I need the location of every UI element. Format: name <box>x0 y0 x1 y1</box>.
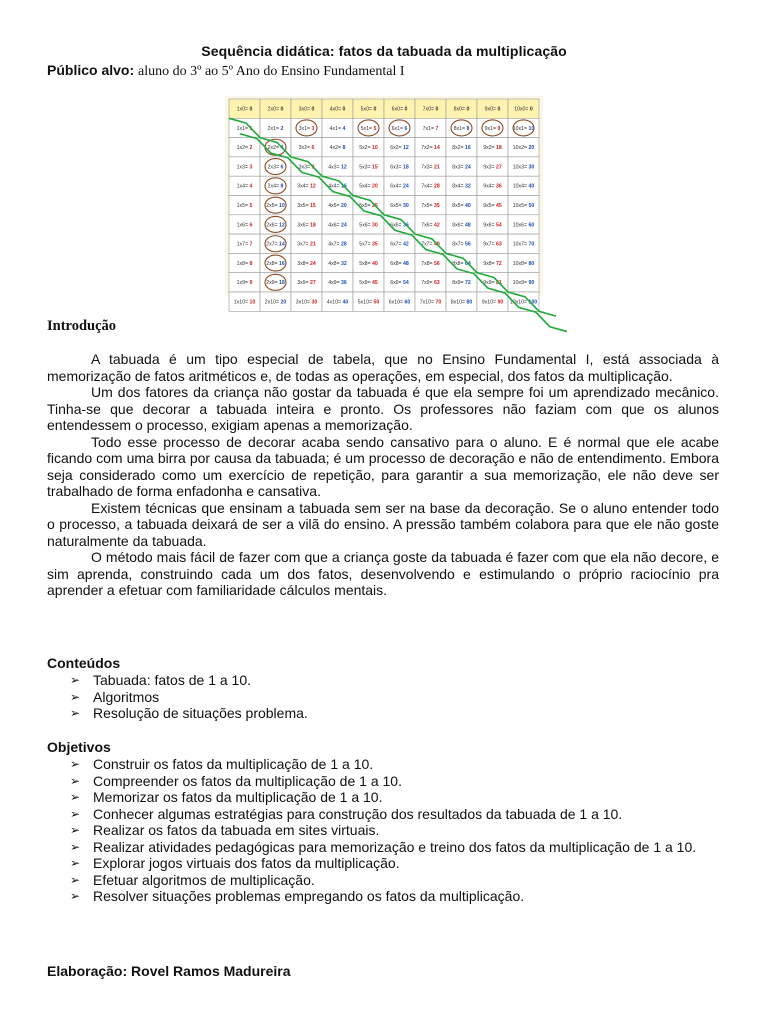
table-cell-fact: 2x3= 6 <box>267 164 284 171</box>
table-cell-fact: 7x4= 28 <box>421 183 440 190</box>
table-cell-fact: 9x7= 63 <box>483 241 502 248</box>
list-item <box>70 773 715 790</box>
arrow-bullet-icon: ➢ <box>70 856 81 870</box>
table-cell-fact: 8x7= 56 <box>452 241 471 248</box>
introduction-body <box>47 351 719 599</box>
table-cell-fact: 4x1= 4 <box>329 125 346 132</box>
table-cell-fact: 6x5= 30 <box>390 202 409 209</box>
table-cell-fact: 2x2= 4 <box>267 145 284 152</box>
list-item <box>70 888 715 905</box>
objectives-heading: Objetivos <box>47 739 111 755</box>
times-table-grid <box>225 96 543 306</box>
introduction-heading: Introdução <box>47 318 117 334</box>
table-cell-fact: 5x9= 45 <box>359 280 378 287</box>
table-cell-fact: 10x1= 10 <box>512 125 535 132</box>
table-cell-fact: 10x8= 80 <box>512 260 535 267</box>
list-item <box>70 689 308 706</box>
table-cell-fact: 3x0= 0 <box>298 106 315 113</box>
table-cell-fact: 2x4= 8 <box>267 183 284 190</box>
intro-paragraph: Todo esse processo de decorar acaba sendo cansativo para o aluno. E é normal que ele acabe ficando com uma birra por causa da tabuada; é um processo de decoração e não de entendimento. Embora seja considerado como um exercício de repetição, para garantir a sua memorização, ele não deve ser trabalhado de forma enfadonha e cansativa. <box>47 433 719 499</box>
table-cell-fact: 9x10= 90 <box>481 299 504 306</box>
table-cell-fact: 8x9= 72 <box>452 280 471 287</box>
table-cell-fact: 9x4= 36 <box>483 183 502 190</box>
table-cell-fact: 6x9= 54 <box>390 280 409 287</box>
table-cell-fact: 2x0= 0 <box>267 106 284 113</box>
list-item-text: Conhecer algumas estratégias para construção dos resultados da tabuada de 1 a 10. <box>93 805 623 822</box>
author-credit: Elaboração: Rovel Ramos Madureira <box>47 963 291 979</box>
table-cell-fact: 6x3= 18 <box>390 164 409 171</box>
table-cell-fact: 4x7= 28 <box>328 241 347 248</box>
intro-paragraph: O método mais fácil de fazer com que a criança goste da tabuada é fazer com que ela não decore, e sim aprenda, construindo cada um dos fatos, desenvolvendo e estimulando o próprio raciocínio pra aprender a efetuar com familiaridade cálculos mentais. <box>47 549 719 598</box>
intro-paragraph: Existem técnicas que ensinam a tabuada sem ser na base da decoração. Se o aluno entender todo o processo, a tabuada deixará de ser a vilã do ensino. A pressão também colabora para que ele não goste naturalmente da tabuada. <box>47 499 719 549</box>
table-cell-fact: 6x0= 0 <box>391 106 408 113</box>
table-cell-fact: 5x1= 5 <box>360 125 377 132</box>
table-cell-fact: 1x8= 8 <box>236 260 253 267</box>
arrow-bullet-icon: ➢ <box>70 706 81 720</box>
table-cell-fact: 2x10= 20 <box>264 299 287 306</box>
table-cell-fact: 1x1= 1 <box>236 125 253 132</box>
table-cell-fact: 9x9= 81 <box>483 280 502 287</box>
table-cell-fact: 4x9= 36 <box>328 280 347 287</box>
table-cell-fact: 10x7= 70 <box>512 241 535 248</box>
list-item <box>70 789 715 806</box>
table-cell-fact: 3x9= 27 <box>297 280 316 287</box>
table-cell-fact: 8x4= 32 <box>452 183 471 190</box>
table-cell-fact: 10x0= 0 <box>514 106 533 113</box>
table-cell-fact: 4x3= 12 <box>328 164 347 171</box>
table-cell-fact: 5x3= 15 <box>359 164 378 171</box>
table-cell-fact: 9x1= 9 <box>484 125 501 132</box>
table-cell-fact: 6x1= 6 <box>391 125 408 132</box>
arrow-bullet-icon: ➢ <box>70 889 81 903</box>
audience-label: Público alvo: <box>47 62 135 78</box>
list-item <box>70 839 715 856</box>
table-cell-fact: 8x6= 48 <box>452 222 471 229</box>
list-item <box>70 822 715 839</box>
table-cell-fact: 4x8= 32 <box>328 260 347 267</box>
table-cell-fact: 7x0= 0 <box>422 106 439 113</box>
arrow-bullet-icon: ➢ <box>70 689 81 704</box>
table-cell-fact: 1x9= 9 <box>236 280 253 287</box>
table-cell-fact: 3x3= 9 <box>298 164 315 171</box>
table-cell-fact: 3x7= 21 <box>297 241 316 248</box>
table-cell-fact: 10x2= 20 <box>512 145 535 152</box>
table-cell-fact: 7x8= 56 <box>421 260 440 267</box>
table-cell-fact: 1x10= 10 <box>233 299 256 306</box>
table-cell-fact: 9x8= 72 <box>483 260 502 267</box>
list-item-text: Efetuar algoritmos de multiplicação. <box>93 871 315 888</box>
objectives-list <box>70 756 715 905</box>
table-cell-fact: 3x8= 24 <box>297 260 316 267</box>
table-cell-fact: 8x2= 16 <box>452 145 471 152</box>
contents-heading: Conteúdos <box>47 655 121 671</box>
table-cell-fact: 8x8= 64 <box>452 260 471 267</box>
table-cell-fact: 7x9= 63 <box>421 280 440 287</box>
table-cell-fact: 6x4= 24 <box>390 183 409 190</box>
table-cell-fact: 2x5= 10 <box>266 202 285 209</box>
contents-list <box>70 672 308 722</box>
table-cell-fact: 5x5= 25 <box>359 202 378 209</box>
table-cell-fact: 6x10= 60 <box>388 299 411 306</box>
table-cell-fact: 10x6= 60 <box>512 222 535 229</box>
list-item-text: Compreender os fatos da multiplicação de 1 a 10. <box>93 772 402 789</box>
list-item-text: Resolver situações problemas empregando os fatos da multiplicação. <box>93 888 525 904</box>
document-title: Sequência didática: fatos da tabuada da multiplicação <box>201 43 567 59</box>
table-cell-fact: 6x6= 36 <box>390 222 409 229</box>
table-cell-fact: 7x6= 42 <box>421 222 440 229</box>
table-cell-fact: 3x10= 30 <box>295 299 318 306</box>
table-cell-fact: 7x1= 7 <box>422 125 439 132</box>
table-cell-fact: 5x2= 10 <box>359 145 378 152</box>
list-item-text: Construir os fatos da multiplicação de 1 a 10. <box>93 756 374 772</box>
arrow-bullet-icon: ➢ <box>70 823 81 837</box>
table-cell-fact: 5x4= 20 <box>359 183 378 190</box>
table-cell-fact: 7x3= 21 <box>421 164 440 171</box>
list-item <box>70 872 715 889</box>
list-item-text: Explorar jogos virtuais dos fatos da multiplicação. <box>93 855 400 871</box>
table-cell-fact: 2x7= 14 <box>266 241 285 248</box>
table-cell-fact: 7x7= 49 <box>421 241 440 248</box>
table-cell-fact: 9x3= 27 <box>483 164 502 171</box>
table-cell-fact: 5x0= 0 <box>360 106 377 113</box>
table-cell-fact: 2x6= 12 <box>266 222 285 229</box>
table-cell-fact: 4x4= 16 <box>328 183 347 190</box>
table-cell-fact: 4x0= 0 <box>329 106 346 113</box>
table-cell-fact: 9x6= 54 <box>483 222 502 229</box>
table-cell-fact: 3x2= 6 <box>298 145 315 152</box>
list-item <box>70 855 715 872</box>
arrow-bullet-icon: ➢ <box>70 839 81 854</box>
table-cell-fact: 3x1= 3 <box>298 125 315 132</box>
table-cell-fact: 4x10= 40 <box>326 299 349 306</box>
table-cell-fact: 4x6= 24 <box>328 222 347 229</box>
table-cell-fact: 8x10= 80 <box>450 299 473 306</box>
table-cell-fact: 9x5= 45 <box>483 202 502 209</box>
table-cell-fact: 1x4= 4 <box>236 183 253 190</box>
table-cell-fact: 10x10= 100 <box>509 299 538 306</box>
list-item-text: Memorizar os fatos da multiplicação de 1 a 10. <box>93 789 383 805</box>
intro-paragraph: A tabuada é um tipo especial de tabela, que no Ensino Fundamental I, está associada à memorização de fatos aritméticos e, de todas as operações, em especial, dos fatos da multiplicação. <box>47 351 719 384</box>
table-cell-fact: 6x2= 12 <box>390 145 409 152</box>
table-cell-fact: 8x5= 40 <box>452 202 471 209</box>
list-item-text: Realizar atividades pedagógicas para memorização e treino dos fatos da multiplicação de 1 a 10. <box>93 838 697 855</box>
table-cell-fact: 1x5= 5 <box>236 202 253 209</box>
table-cell-fact: 5x10= 50 <box>357 299 380 306</box>
table-cell-fact: 3x5= 15 <box>297 202 316 209</box>
table-cell-fact: 2x9= 18 <box>266 280 285 287</box>
arrow-bullet-icon: ➢ <box>70 790 81 804</box>
times-table-image <box>225 96 543 306</box>
table-cell-fact: 8x0= 0 <box>453 106 470 113</box>
table-cell-fact: 7x10= 70 <box>419 299 442 306</box>
arrow-bullet-icon: ➢ <box>70 806 81 821</box>
table-cell-fact: 10x4= 40 <box>512 183 535 190</box>
table-cell-fact: 1x3= 3 <box>236 164 253 171</box>
intro-paragraph: Um dos fatores da criança não gostar da tabuada é que ela sempre foi um aprendizado mecânico. Tinha-se que decorar a tabuada inteira e pronto. Os professores não faziam com que os alunos entendessem o processo, exigiam apenas a memorização. <box>47 384 719 433</box>
table-cell-fact: 2x1= 2 <box>267 125 284 132</box>
table-cell-fact: 2x8= 16 <box>266 260 285 267</box>
table-cell-fact: 3x4= 12 <box>297 183 316 190</box>
table-cell-fact: 4x2= 8 <box>329 145 346 152</box>
table-cell-fact: 6x7= 42 <box>390 241 409 248</box>
table-cell-fact: 5x7= 35 <box>359 241 378 248</box>
arrow-bullet-icon: ➢ <box>70 757 81 771</box>
arrow-bullet-icon: ➢ <box>70 872 81 887</box>
table-cell-fact: 10x5= 50 <box>512 202 535 209</box>
list-item-text: Tabuada: fatos de 1 a 10. <box>93 672 252 688</box>
table-cell-fact: 3x6= 18 <box>297 222 316 229</box>
table-cell-fact: 5x8= 40 <box>359 260 378 267</box>
table-cell-fact: 1x2= 2 <box>236 145 253 152</box>
table-cell-fact: 5x6= 30 <box>359 222 378 229</box>
list-item <box>70 806 715 823</box>
target-audience <box>47 62 405 80</box>
table-cell-fact: 1x7= 7 <box>236 241 253 248</box>
table-cell-fact: 1x0= 0 <box>236 106 253 113</box>
table-cell-fact: 8x3= 24 <box>452 164 471 171</box>
table-cell-fact: 7x5= 35 <box>421 202 440 209</box>
list-item <box>70 672 308 689</box>
table-cell-fact: 1x6= 6 <box>236 222 253 229</box>
table-cell-fact: 10x9= 90 <box>512 280 535 287</box>
list-item-text: Algoritmos <box>93 688 160 705</box>
audience-value: aluno do 3º ao 5º Ano do Ensino Fundamental I <box>138 64 405 79</box>
list-item <box>70 705 308 722</box>
table-cell-fact: 9x0= 0 <box>484 106 501 113</box>
table-cell-fact: 8x1= 8 <box>453 125 470 132</box>
list-item-text: Resolução de situações problema. <box>93 705 308 721</box>
list-item <box>70 756 715 773</box>
list-item-text: Realizar os fatos da tabuada em sites virtuais. <box>93 822 380 838</box>
table-cell-fact: 7x2= 14 <box>421 145 440 152</box>
table-cell-fact: 10x3= 30 <box>512 164 535 171</box>
arrow-bullet-icon: ➢ <box>70 773 81 788</box>
table-cell-fact: 9x2= 18 <box>483 145 502 152</box>
arrow-bullet-icon: ➢ <box>70 673 81 687</box>
table-cell-fact: 6x8= 48 <box>390 260 409 267</box>
table-cell-fact: 4x5= 20 <box>328 202 347 209</box>
